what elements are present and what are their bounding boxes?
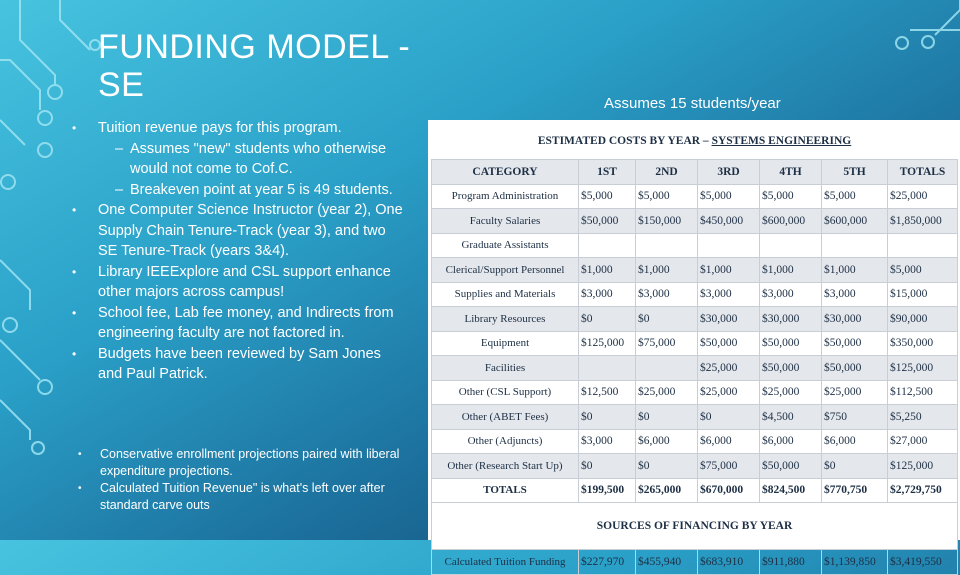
bullet-library: • Library IEEExplore and CSL support enhance other majors across campus! — [60, 262, 405, 303]
sources-row — [432, 503, 958, 550]
cell-y1: $12,500 — [579, 380, 636, 405]
cell-y1: $3,000 — [579, 429, 636, 454]
cell-y5: $50,000 — [822, 356, 888, 381]
cell-y4: $25,000 — [760, 380, 822, 405]
row-category: Graduate Assistants — [432, 233, 579, 258]
row-category: Faculty Salaries — [432, 209, 579, 234]
header-year-2: 2ND — [636, 160, 698, 185]
bullet-instructors: • One Computer Science Instructor (year 2), One Supply Chain Tenure-Track (year 3), and two SE Tenure-Track (years 3&4). — [60, 200, 405, 262]
cell-y2: $0 — [636, 454, 698, 479]
cell-y5: $0 — [822, 454, 888, 479]
cell-y5: $770,750 — [822, 478, 888, 503]
cell-y1: $1,000 — [579, 258, 636, 283]
cell-y5 — [822, 233, 888, 258]
cell-y4: $911,880 — [760, 550, 822, 575]
cell-y2: $0 — [636, 405, 698, 430]
cell-t: $5,000 — [888, 258, 958, 283]
cell-t: $125,000 — [888, 454, 958, 479]
cell-y3: $50,000 — [698, 331, 760, 356]
cell-y3: $25,000 — [698, 380, 760, 405]
cell-y3: $1,000 — [698, 258, 760, 283]
cell-t: $350,000 — [888, 331, 958, 356]
assumption-label: Assumes 15 students/year — [604, 95, 781, 112]
header-totals: TOTALS — [888, 160, 958, 185]
cost-table-image — [428, 120, 960, 568]
cell-y3: $25,000 — [698, 356, 760, 381]
cell-t: $5,250 — [888, 405, 958, 430]
cell-y4: $824,500 — [760, 478, 822, 503]
cell-y1: $199,500 — [579, 478, 636, 503]
cell-t — [888, 233, 958, 258]
bullet-reviewed: • Budgets have been reviewed by Sam Jones and Paul Patrick. — [60, 344, 405, 385]
cell-t: $27,000 — [888, 429, 958, 454]
row-category: Calculated Tuition Funding — [432, 550, 579, 575]
cell-y4: $600,000 — [760, 209, 822, 234]
cell-y1: $5,000 — [579, 184, 636, 209]
row-category: Clerical/Support Personnel — [432, 258, 579, 283]
cell-t: $90,000 — [888, 307, 958, 332]
cell-y5: $600,000 — [822, 209, 888, 234]
cell-y3: $450,000 — [698, 209, 760, 234]
row-category: TOTALS — [432, 478, 579, 503]
table-row — [432, 405, 958, 430]
cell-y3: $3,000 — [698, 282, 760, 307]
cell-y2 — [636, 356, 698, 381]
cell-y5: $750 — [822, 405, 888, 430]
cell-y1 — [579, 233, 636, 258]
cell-y4: $30,000 — [760, 307, 822, 332]
cell-y1: $3,000 — [579, 282, 636, 307]
row-category: Facilities — [432, 356, 579, 381]
totals-row — [432, 478, 958, 503]
table-row — [432, 233, 958, 258]
row-category: Supplies and Materials — [432, 282, 579, 307]
cell-y3: $670,000 — [698, 478, 760, 503]
cell-y1: $50,000 — [579, 209, 636, 234]
cell-y2: $3,000 — [636, 282, 698, 307]
cell-y2: $455,940 — [636, 550, 698, 575]
cell-t: $112,500 — [888, 380, 958, 405]
cell-y5: $50,000 — [822, 331, 888, 356]
row-category: Other (CSL Support) — [432, 380, 579, 405]
cell-t: $125,000 — [888, 356, 958, 381]
cell-y2: $5,000 — [636, 184, 698, 209]
cell-t: $25,000 — [888, 184, 958, 209]
cell-t: $1,850,000 — [888, 209, 958, 234]
cell-y1: $227,970 — [579, 550, 636, 575]
cell-t: $2,729,750 — [888, 478, 958, 503]
table-row — [432, 331, 958, 356]
table-title: ESTIMATED COSTS BY YEAR – SYSTEMS ENGINEERING — [432, 123, 958, 160]
note-enrollment: • Conservative enrollment projections paired with liberal expenditure projections. — [60, 446, 405, 480]
table-row — [432, 258, 958, 283]
header-category: CATEGORY — [432, 160, 579, 185]
note-tuition-revenue: • Calculated Tuition Revenue" is what's left over after standard carve outs — [60, 480, 405, 514]
cell-t: $3,419,550 — [888, 550, 958, 575]
cell-y4: $5,000 — [760, 184, 822, 209]
cell-y4: $50,000 — [760, 454, 822, 479]
header-year-3: 3RD — [698, 160, 760, 185]
cell-y1: $0 — [579, 307, 636, 332]
table-row — [432, 429, 958, 454]
cell-y1: $125,000 — [579, 331, 636, 356]
bullet-list — [60, 118, 405, 385]
cell-y3: $0 — [698, 405, 760, 430]
bullet-tuition: • Tuition revenue pays for this program. — [60, 118, 405, 139]
cell-y1: $0 — [579, 405, 636, 430]
row-category: Other (Adjuncts) — [432, 429, 579, 454]
cell-y4: $50,000 — [760, 331, 822, 356]
cell-y2: $150,000 — [636, 209, 698, 234]
cell-y4: $1,000 — [760, 258, 822, 283]
row-category: Other (ABET Fees) — [432, 405, 579, 430]
table-title-program: SYSTEMS ENGINEERING — [711, 135, 852, 147]
table-row — [432, 356, 958, 381]
cost-table — [431, 123, 958, 575]
cell-y4 — [760, 233, 822, 258]
table-row — [432, 380, 958, 405]
sources-title: SOURCES OF FINANCING BY YEAR — [432, 503, 958, 550]
cell-t: $15,000 — [888, 282, 958, 307]
header-year-4: 4TH — [760, 160, 822, 185]
cell-y2: $265,000 — [636, 478, 698, 503]
cell-y5: $25,000 — [822, 380, 888, 405]
table-row — [432, 282, 958, 307]
sub-bullet-breakeven: – Breakeven point at year 5 is 49 students. — [60, 180, 405, 201]
cell-y5: $6,000 — [822, 429, 888, 454]
cell-y3: $683,910 — [698, 550, 760, 575]
cell-y5: $30,000 — [822, 307, 888, 332]
sub-bullet-new-students: – Assumes "new" students who otherwise would not come to Cof.C. — [60, 139, 405, 180]
cell-y2: $25,000 — [636, 380, 698, 405]
cell-y1 — [579, 356, 636, 381]
cell-y3: $30,000 — [698, 307, 760, 332]
cell-y2 — [636, 233, 698, 258]
cell-y3 — [698, 233, 760, 258]
row-category: Equipment — [432, 331, 579, 356]
table-row — [432, 209, 958, 234]
slide-title: FUNDING MODEL - SE — [98, 28, 411, 104]
cell-y3: $75,000 — [698, 454, 760, 479]
cell-y2: $75,000 — [636, 331, 698, 356]
table-header-row — [432, 160, 958, 185]
cell-y1: $0 — [579, 454, 636, 479]
tuition-row — [432, 550, 958, 575]
cell-y2: $0 — [636, 307, 698, 332]
cell-y5: $3,000 — [822, 282, 888, 307]
notes-list — [60, 446, 405, 514]
row-category: Other (Research Start Up) — [432, 454, 579, 479]
table-row — [432, 307, 958, 332]
table-row — [432, 454, 958, 479]
cell-y4: $4,500 — [760, 405, 822, 430]
cell-y2: $1,000 — [636, 258, 698, 283]
header-year-1: 1ST — [579, 160, 636, 185]
cell-y4: $6,000 — [760, 429, 822, 454]
row-category: Library Resources — [432, 307, 579, 332]
cell-y4: $50,000 — [760, 356, 822, 381]
cell-y4: $3,000 — [760, 282, 822, 307]
cell-y5: $1,139,850 — [822, 550, 888, 575]
row-category: Program Administration — [432, 184, 579, 209]
header-year-5: 5TH — [822, 160, 888, 185]
cell-y2: $6,000 — [636, 429, 698, 454]
cell-y5: $1,000 — [822, 258, 888, 283]
cell-y3: $5,000 — [698, 184, 760, 209]
bullet-fees: • School fee, Lab fee money, and Indirects from engineering faculty are not factored in. — [60, 303, 405, 344]
cell-y3: $6,000 — [698, 429, 760, 454]
table-row — [432, 184, 958, 209]
cell-y5: $5,000 — [822, 184, 888, 209]
